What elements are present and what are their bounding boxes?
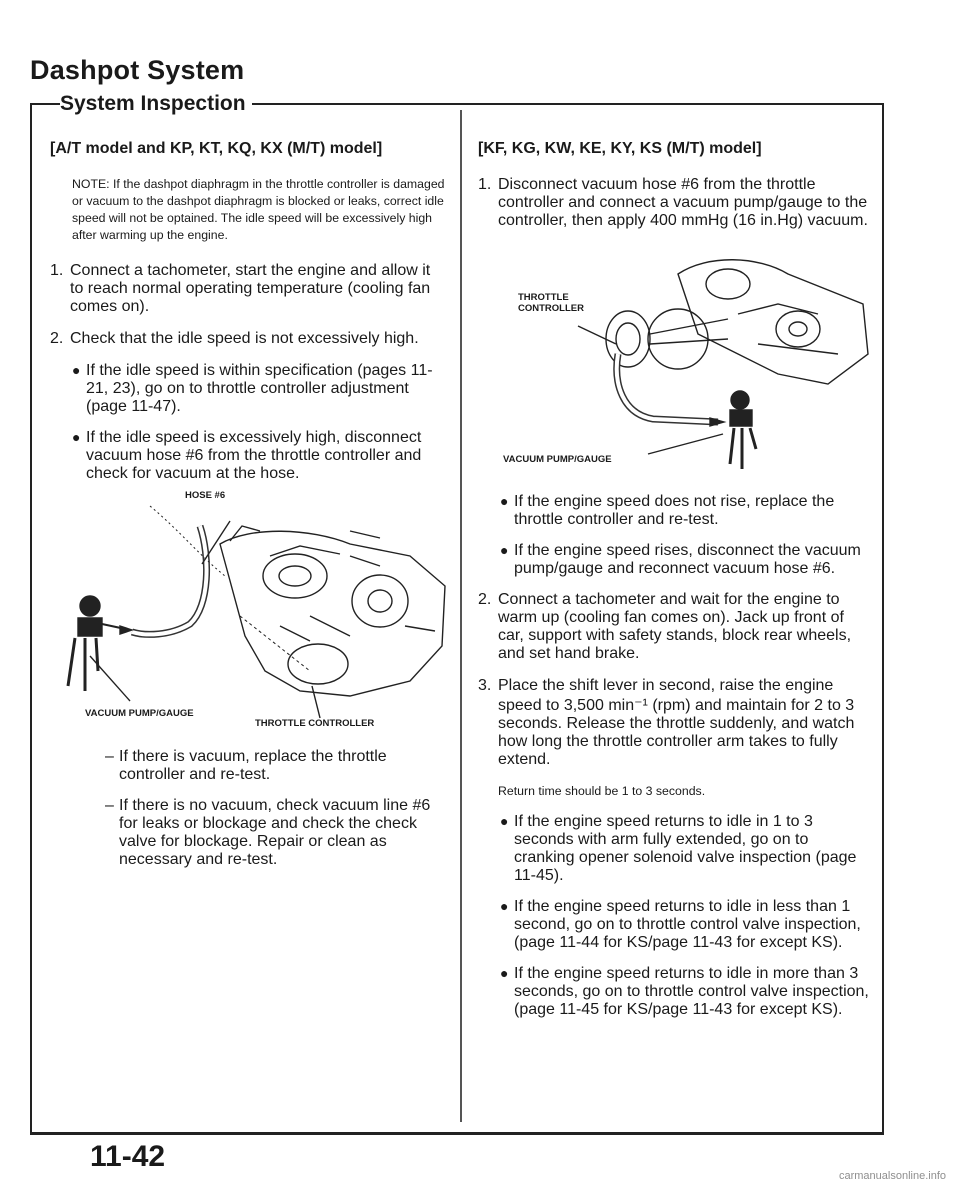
left-column: [50, 140, 445, 882]
bullet-icon: ●: [500, 898, 509, 914]
return-time-text: Return time should be 1 to 3 seconds.: [498, 784, 706, 798]
section-subtitle: System Inspection: [60, 92, 252, 116]
step-text: Disconnect vacuum hose #6 from the throttle controller and connect a vacuum pump/gauge to the controller, then apply 400 mmHg (16 in.Hg) vacuum.: [498, 176, 868, 229]
bullet-text: If the engine speed does not rise, replace the throttle controller and re-test.: [514, 493, 835, 528]
right-bullet-1: [500, 493, 873, 529]
step-text: Place the shift lever in second, raise the engine speed to 3,500 min⁻¹ (rpm) and maintain for 2 to 3 seconds. Release the throttle suddenly, and watch how long the throttle controller arm takes to fully extend.: [498, 677, 855, 768]
step-number: 3.: [478, 677, 492, 694]
page-title: Dashpot System: [30, 55, 245, 85]
step-number: 2.: [478, 591, 492, 608]
step-number: 1.: [478, 176, 492, 193]
left-dash-2: – If there is no vacuum, check vacuum line #6 for leaks or blockage and check the check valve for blockage. Repair or clean as necessary and re-test.: [105, 797, 445, 869]
right-bullet-2: [500, 542, 873, 578]
bullet-icon: ●: [500, 965, 509, 981]
bullet-icon: ●: [72, 429, 81, 445]
step-text: Connect a tachometer and wait for the engine to warm up (cooling fan comes on). Jack up front of car, support with safety stands, block rear wheels, and set hand brake.: [498, 591, 852, 662]
left-note: NOTE: If the dashpot diaphragm in the throttle controller is damaged or vacuum to the dashpot diaphragm is blocked or leaks, correct idle speed will not be optained. The idle speed will be excessively high after warming up the engine.: [72, 177, 445, 242]
page-number: 11-42: [90, 1140, 166, 1173]
right-step-2: [478, 591, 873, 663]
bullet-icon: ●: [500, 542, 509, 558]
dash-text: If there is vacuum, replace the throttle controller and re-test.: [119, 748, 387, 783]
bullet-text: If the engine speed returns to idle in less than 1 second, go on to throttle control valve inspection, (page 11-44 for KS/page 11-43 for except KS).: [514, 898, 861, 951]
throttle-controller-illustration: [50, 496, 450, 728]
step-text: Check that the idle speed is not excessively high.: [70, 330, 419, 347]
right-bullet-3: [500, 813, 873, 885]
bullet-icon: ●: [72, 362, 81, 378]
step-number: 2.: [50, 330, 64, 347]
bullet-text: If the engine speed rises, disconnect the vacuum pump/gauge and reconnect vacuum hose #6.: [514, 542, 861, 577]
left-dash-1: – If there is vacuum, replace the throttle controller and re-test.: [105, 748, 445, 784]
figure-label-gauge: VACUUM PUMP/GAUGE: [85, 708, 194, 719]
left-heading: [A/T model and KP, KT, KQ, KX (M/T) model]: [50, 140, 383, 157]
figure-label-gauge: VACUUM PUMP/GAUGE: [503, 454, 612, 465]
figure-label-controller: THROTTLE CONTROLLER: [518, 292, 584, 314]
right-step-1: [478, 176, 873, 230]
right-heading: [KF, KG, KW, KE, KY, KS (M/T) model]: [478, 140, 762, 157]
right-figure: [478, 244, 873, 479]
vacuum-gauge-illustration: [478, 244, 873, 479]
figure-label-controller: THROTTLE CONTROLLER: [255, 718, 375, 729]
bullet-icon: ●: [500, 493, 509, 509]
bullet-icon: ●: [500, 813, 509, 829]
right-bullet-4: [500, 898, 873, 952]
right-step-3: [478, 677, 873, 769]
watermark: carmanualsonline.info: [838, 1170, 946, 1182]
dash-text: If there is no vacuum, check vacuum line #6 for leaks or blockage and check the check valve for blockage. Repair or clean as necessary and re-test.: [119, 797, 431, 868]
bullet-text: If the engine speed returns to idle in more than 3 seconds, go on to throttle control valve inspection, (page 11-45 for KS/page 11-43 for except KS).: [514, 965, 869, 1018]
left-step-1: [50, 262, 445, 316]
column-divider: [460, 110, 462, 1122]
bullet-text: If the idle speed is within specification (pages 11-21, 23), go on to throttle controller adjustment (page 11-47).: [86, 362, 433, 415]
figure-label-hose: HOSE #6: [185, 490, 226, 501]
bullet-text: If the idle speed is excessively high, disconnect vacuum hose #6 from the throttle controller and check for vacuum at the hose.: [86, 429, 422, 482]
bullet-text: If the engine speed returns to idle in 1 to 3 seconds with arm fully extended, go on to cranking opener solenoid valve inspection (page 11-45).: [514, 813, 857, 884]
left-figure: [50, 490, 445, 729]
right-bullet-5: [500, 965, 873, 1019]
left-bullet-2: [72, 429, 445, 483]
step-number: 1.: [50, 262, 64, 279]
right-column: [478, 140, 873, 1032]
left-bullet-1: [72, 362, 445, 416]
left-step-2: [50, 330, 445, 348]
step-text: Connect a tachometer, start the engine and allow it to reach normal operating temperature (cooling fan comes on).: [70, 262, 431, 315]
